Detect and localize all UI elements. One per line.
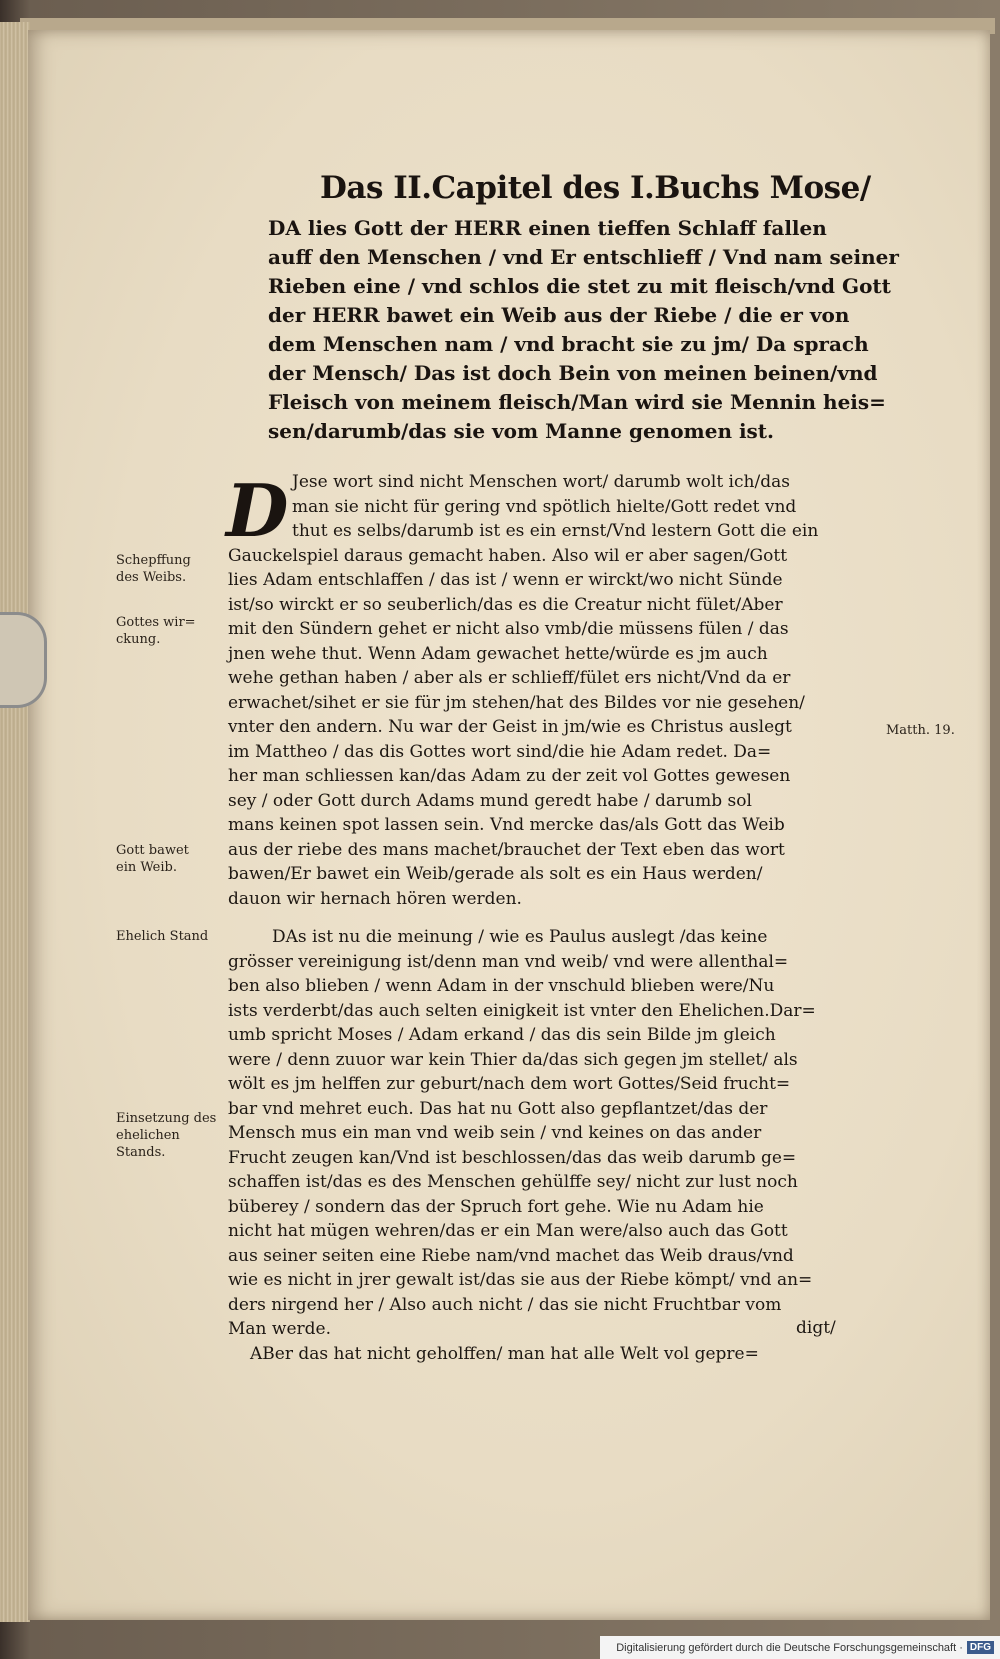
body-line: bar vnd mehret euch. Das hat nu Gott also gepflantzet/das der bbox=[228, 1098, 768, 1119]
paragraph-1-opening bbox=[226, 468, 874, 553]
marginal-line: des Weibs. bbox=[116, 570, 187, 585]
body-line: ben also blieben / wenn Adam in der vnschuld blieben were/Nu bbox=[228, 976, 775, 996]
body-line: Man werde. bbox=[228, 1319, 331, 1339]
marginal-line: Gottes wir= bbox=[116, 615, 196, 630]
body-line: Gauckelspiel daraus gemacht haben. Also wil er aber sagen/Gott bbox=[228, 545, 788, 566]
body-line: aus der riebe des mans machet/brauchet der Text eben das wort bbox=[228, 839, 785, 860]
marginal-note-ehelich: Ehelich Stand bbox=[116, 929, 209, 944]
body-line: bawen/Er bawet ein Weib/gerade als solt es ein Haus werden/ bbox=[228, 864, 763, 884]
marginal-line: ehelichen bbox=[116, 1128, 180, 1143]
marginal-note-wirckung bbox=[116, 614, 196, 648]
body-line: mans keinen spot lassen sein. Vnd mercke das/als Gott das Weib bbox=[228, 815, 785, 835]
summary-line: Fleisch von meinem fleisch/Man wird sie Mennin heis= bbox=[268, 390, 886, 414]
body-line: umb spricht Moses / Adam erkand / das dis sein Bilde jm gleich bbox=[228, 1025, 776, 1045]
marginal-note-bawet bbox=[116, 842, 189, 876]
body-line: were / denn zuuor war kein Thier da/das sich gegen jm stellet/ als bbox=[228, 1049, 798, 1070]
body-line: man sie nicht für gering vnd spötlich hielte/Gott redet vnd bbox=[292, 496, 797, 517]
marginal-note-einsetzung bbox=[116, 1110, 216, 1161]
catchword: digt/ bbox=[796, 1318, 836, 1338]
drop-capital: D bbox=[226, 468, 289, 553]
marginal-line: Schepffung bbox=[116, 553, 191, 568]
page-edge-left bbox=[0, 22, 30, 1622]
body-line: ders nirgend her / Also auch nicht / das sie nicht Fruchtbar vom bbox=[228, 1294, 782, 1315]
body-line: mit den Sündern gehet er nicht also vmb/die müssens fülen / das bbox=[228, 619, 789, 639]
body-line: aus seiner seiten eine Riebe nam/vnd machet das Weib draus/vnd bbox=[228, 1245, 794, 1266]
summary-line: sen/darumb/das sie vom Manne genomen ist. bbox=[268, 419, 775, 443]
body-line: Jese wort sind nicht Menschen wort/ darumb wolt ich/das bbox=[292, 472, 790, 492]
body-line: sey / oder Gott durch Adams mund geredt habe / darumb sol bbox=[228, 790, 752, 811]
summary-line: auff den Menschen / vnd Er entschlieff / Vnd nam seiner bbox=[268, 245, 899, 269]
chapter-summary bbox=[268, 214, 899, 446]
summary-line: der Mensch/ Das ist doch Bein von meinen beinen/vnd bbox=[268, 361, 878, 385]
body-line: ist/so wirckt er so seuberlich/das es die Creatur nicht fület/Aber bbox=[228, 594, 783, 615]
summary-line: dem Menschen nam / vnd bracht sie zu jm/ Da sprach bbox=[268, 332, 869, 356]
body-line: erwachet/sihet er sie für jm stehen/hat des Bildes vor nie gesehen/ bbox=[228, 692, 805, 713]
body-line: ABer das hat nicht geholffen/ man hat alle Welt vol gepre= bbox=[250, 1343, 759, 1364]
marginal-line: Stands. bbox=[116, 1145, 166, 1160]
body-line: dauon wir hernach hören werden. bbox=[228, 888, 522, 909]
marginal-note-schoepffung bbox=[116, 552, 191, 586]
body-line: ists verderbt/das auch selten einigkeit ist vnter den Ehelichen.Dar= bbox=[228, 1000, 816, 1021]
marginal-line: Gott bawet bbox=[116, 843, 189, 858]
summary-line: der HERR bawet ein Weib aus der Riebe / die er von bbox=[268, 303, 850, 327]
marginal-line: Einsetzung des bbox=[116, 1111, 217, 1126]
marginal-line: ein Weib. bbox=[116, 860, 177, 875]
page-clip bbox=[0, 612, 47, 708]
summary-line: DA lies Gott der HERR einen tieffen Schlaff fallen bbox=[268, 216, 827, 240]
body-line: wehe gethan haben / aber als er schlieff/fület ers nicht/Vnd da er bbox=[228, 668, 791, 688]
body-line: jnen wehe thut. Wenn Adam gewachet hette/würde es jm auch bbox=[228, 643, 768, 664]
body-line: vnter den andern. Nu war der Geist in jm/wie es Christus auslegt bbox=[228, 717, 792, 737]
body-line: thut es selbs/darumb ist es ein ernst/Vnd lestern Gott die ein bbox=[292, 521, 819, 541]
dfg-logo: DFG bbox=[967, 1641, 994, 1654]
summary-line: Rieben eine / vnd schlos die stet zu mit fleisch/vnd Gott bbox=[268, 274, 891, 298]
paragraph-gap bbox=[228, 911, 874, 925]
body-line: im Mattheo / das dis Gottes wort sind/die hie Adam redet. Da= bbox=[228, 741, 772, 762]
body-line: lies Adam entschlaffen / das ist / wenn er wirckt/wo nicht Sünde bbox=[228, 570, 783, 590]
body-line: wölt es jm helffen zur geburt/nach dem wort Gottes/Seid frucht= bbox=[228, 1074, 791, 1094]
body-line: grösser vereinigung ist/denn man vnd weib/ vnd were allenthal= bbox=[228, 951, 789, 972]
digitization-footer bbox=[600, 1636, 1000, 1659]
body-line: wie es nicht in jrer gewalt ist/das sie aus der Riebe kömpt/ vnd an= bbox=[228, 1270, 813, 1290]
body-line: Frucht zeugen kan/Vnd ist beschlossen/das das weib darumb ge= bbox=[228, 1147, 797, 1168]
body-line: schaffen ist/das es des Menschen gehülffe sey/ nicht zur lust noch bbox=[228, 1172, 798, 1192]
footer-credit: Digitalisierung gefördert durch die Deutsche Forschungsgemeinschaft · bbox=[616, 1641, 963, 1654]
body-text bbox=[228, 470, 874, 1366]
marginal-line: ckung. bbox=[116, 632, 161, 647]
body-line: nicht hat mügen wehren/das er ein Man were/also auch das Gott bbox=[228, 1221, 788, 1241]
body-line: büberey / sondern das der Spruch fort gehe. Wie nu Adam hie bbox=[228, 1196, 764, 1217]
body-line: DAs ist nu die meinung / wie es Paulus auslegt /das keine bbox=[272, 927, 768, 947]
body-line: her man schliessen kan/das Adam zu der zeit vol Gottes gewesen bbox=[228, 766, 791, 786]
marginal-note-matth: Matth. 19. bbox=[886, 723, 955, 738]
body-line: Mensch mus ein man vnd weib sein / vnd keines on das ander bbox=[228, 1123, 762, 1143]
chapter-title: Das II.Capitel des I.Buchs Mose/ bbox=[320, 170, 871, 206]
